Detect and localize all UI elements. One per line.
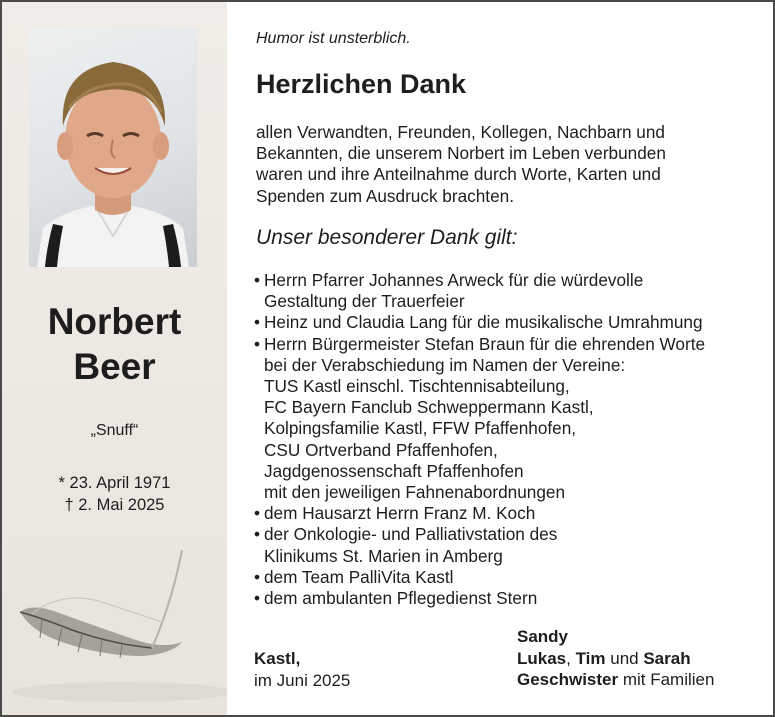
intro-line: waren und ihre Anteilnahme durch Worte, Karten und xyxy=(256,164,661,185)
list-item xyxy=(254,588,769,609)
signature-date: im Juni 2025 xyxy=(254,671,351,690)
signature-name: Tim xyxy=(575,648,606,668)
signature-families: mit Familien xyxy=(618,670,715,689)
heading: Herzlichen Dank xyxy=(256,69,467,99)
signature-line-1: Sandy xyxy=(517,627,569,646)
list-item-line: • dem Hausarzt Herrn Franz M. Koch xyxy=(264,503,536,524)
list-item xyxy=(254,334,769,504)
intro-text xyxy=(256,122,766,207)
list-item-line: • der Onkologie- und Palliativstation des xyxy=(264,524,558,545)
list-item-line: mit den jeweiligen Fahnenabordnungen xyxy=(264,482,565,503)
thanks-list xyxy=(254,270,769,609)
list-item-line: Jagdgenossenschaft Pfaffenhofen xyxy=(264,460,524,481)
sidebar xyxy=(2,2,227,715)
list-item-line: CSU Ortverband Pfaffenhofen, xyxy=(264,439,498,460)
list-item-line: • Herrn Bürgermeister Stefan Braun für die ehrenden Worte xyxy=(264,333,706,354)
list-item-line: FC Bayern Fanclub Schweppermann Kastl, xyxy=(264,397,594,418)
list-item xyxy=(254,503,769,524)
list-item xyxy=(254,567,769,588)
nickname: „Snuff“ xyxy=(90,422,139,439)
first-name: Norbert xyxy=(47,301,182,342)
intro-line: Bekannten, die unserem Norbert im Leben verbunden xyxy=(256,143,666,164)
list-item xyxy=(254,270,769,312)
list-item-line: • Heinz und Claudia Lang für die musikalische Umrahmung xyxy=(264,312,703,333)
list-item-line: Gestaltung der Trauerfeier xyxy=(264,291,465,312)
signature-family xyxy=(517,626,714,691)
subheading: Unser besonderer Dank gilt: xyxy=(256,226,518,249)
portrait-photo xyxy=(29,28,197,267)
list-item-line: Klinikums St. Marien in Amberg xyxy=(264,545,503,566)
list-item-line: • dem Team PalliVita Kastl xyxy=(264,566,454,587)
signature-name: Sarah xyxy=(643,648,691,668)
death-date: † 2. Mai 2025 xyxy=(64,496,165,514)
main-content xyxy=(227,2,773,715)
list-item xyxy=(254,524,769,566)
list-item-line: bei der Verabschiedung im Namen der Vereine: xyxy=(264,354,626,375)
feather-image xyxy=(2,542,227,715)
list-item-line: • Herrn Pfarrer Johannes Arweck für die würdevolle xyxy=(264,270,644,290)
list-item-line: Kolpingsfamilie Kastl, FFW Pfaffenhofen, xyxy=(264,418,577,439)
list-item-line: TUS Kastl einschl. Tischtennisabteilung, xyxy=(264,376,570,397)
signature-separator: und xyxy=(605,648,644,668)
intro-line: allen Verwandten, Freunden, Kollegen, Nachbarn und xyxy=(256,122,665,142)
list-item-line: • dem ambulanten Pflegedienst Stern xyxy=(264,588,538,609)
signature-line-3 xyxy=(517,669,714,691)
signature-place-date xyxy=(254,648,350,692)
signature-siblings: Geschwister xyxy=(517,670,619,689)
list-item xyxy=(254,312,769,333)
birth-date: * 23. April 1971 xyxy=(58,474,171,492)
signature-place: Kastl, xyxy=(254,649,301,668)
signature-separator: , xyxy=(566,648,576,668)
intro-line: Spenden zum Ausdruck brachten. xyxy=(256,185,514,206)
motto: Humor ist unsterblich. xyxy=(256,30,411,47)
signature-line-2 xyxy=(517,648,714,670)
last-name: Beer xyxy=(73,346,156,387)
signature-name: Lukas xyxy=(517,648,567,668)
